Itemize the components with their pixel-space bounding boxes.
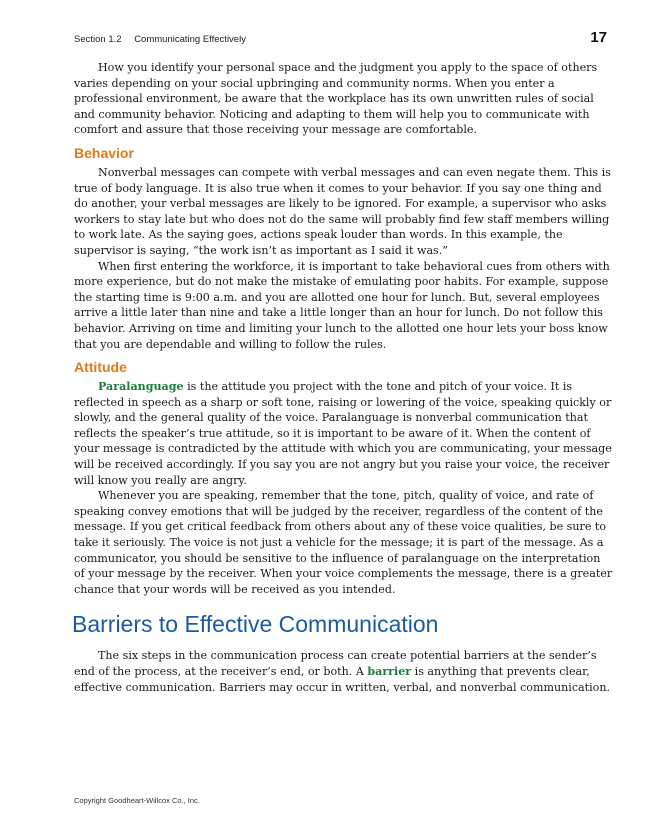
term-barrier: barrier <box>367 665 412 678</box>
barriers-paragraph <box>74 648 614 695</box>
behavior-heading: Behavior <box>74 144 134 161</box>
copyright-notice: Copyright Goodheart-Willcox Co., Inc. <box>74 796 200 805</box>
attitude-paragraph-1 <box>74 379 614 488</box>
intro-paragraph: How you identify your personal space and the judgment you apply to the space of others varies depending on your social upbringing and community norms. When you enter a professional environment, be aware that the workplace has its own unwritten rules of social and community behavior. Noticing and adapting to them will help you to communicate with comfort and assure that those receiving your message are comfortable. <box>74 61 598 137</box>
section-title: Communicating Effectively <box>134 34 246 45</box>
term-paralanguage: Paralanguage <box>98 380 184 394</box>
attitude-heading: Attitude <box>74 359 127 376</box>
attitude-paragraph-2: Whenever you are speaking, remember that the tone, pitch, quality of voice, and rate of speaking convey emotions that will be judged by the receiver, regardless of the content of the message. If you get critical feedback from others about any of these voice qualities, be sure to take it seriously. The voice is not just a vehicle for the message; it is part of the message. As a communicator, you should be sensitive to the influence of paralanguage on the interpretation of your message by the receiver. When your voice complements the message, there is a greater chance that your words will be received as you intended. <box>74 489 613 596</box>
section-number: Section 1.2 <box>74 34 122 45</box>
barriers-text-a: The six steps in the communication process can create potential barriers at the sender’s end of the process, at the receiver’s end, or both. A <box>74 649 597 678</box>
running-head <box>74 34 246 45</box>
behavior-paragraph-1: Nonverbal messages can compete with verbal messages and can even negate them. This is true of body language. It is also true when it comes to your behavior. If you say one thing and do another, your verbal messages are likely to be ignored. For example, a supervisor who asks workers to stay late but who does not do the same will probably find few staff members willing to work late. As the saying goes, actions speak louder than words. In this example, the supervisor is saying, “the work isn’t as important as I said it was.” <box>74 165 611 257</box>
page-number: 17 <box>590 29 607 46</box>
body-text <box>74 60 614 695</box>
attitude-paragraph-1-text: is the attitude you project with the tone and pitch of your voice. It is reflected in speech as a sharp or soft tone, raising or lowering of the voice, speaking quickly or slowly, and the general quality of the voice. Paralanguage is nonverbal communication that reflects the speaker’s true attitude, so it is important to be aware of it. When the content of your message is contradicted by the attitude with which you are communicating, your message will be received accordingly. If you say you are not angry but you raise your voice, the receiver will know you really are angry. <box>74 380 612 487</box>
barriers-heading: Barriers to Effective Communication <box>72 611 439 638</box>
behavior-paragraph-2: When first entering the workforce, it is important to take behavioral cues from others with more experience, but do not make the mistake of emulating poor habits. For example, suppose the starting time is 9:00 a.m. and you are allotted one hour for lunch. But, several employees arrive a little later than nine and take a little longer than an hour for lunch. Do not follow this behavior. Arriving on time and limiting your lunch to the allotted one hour lets your boss know that you are dependable and willing to follow the rules. <box>74 259 610 351</box>
barriers-text-b: is anything that prevents clear, effective communication. Barriers may occur in written, verbal, and nonverbal communication. <box>74 665 611 694</box>
